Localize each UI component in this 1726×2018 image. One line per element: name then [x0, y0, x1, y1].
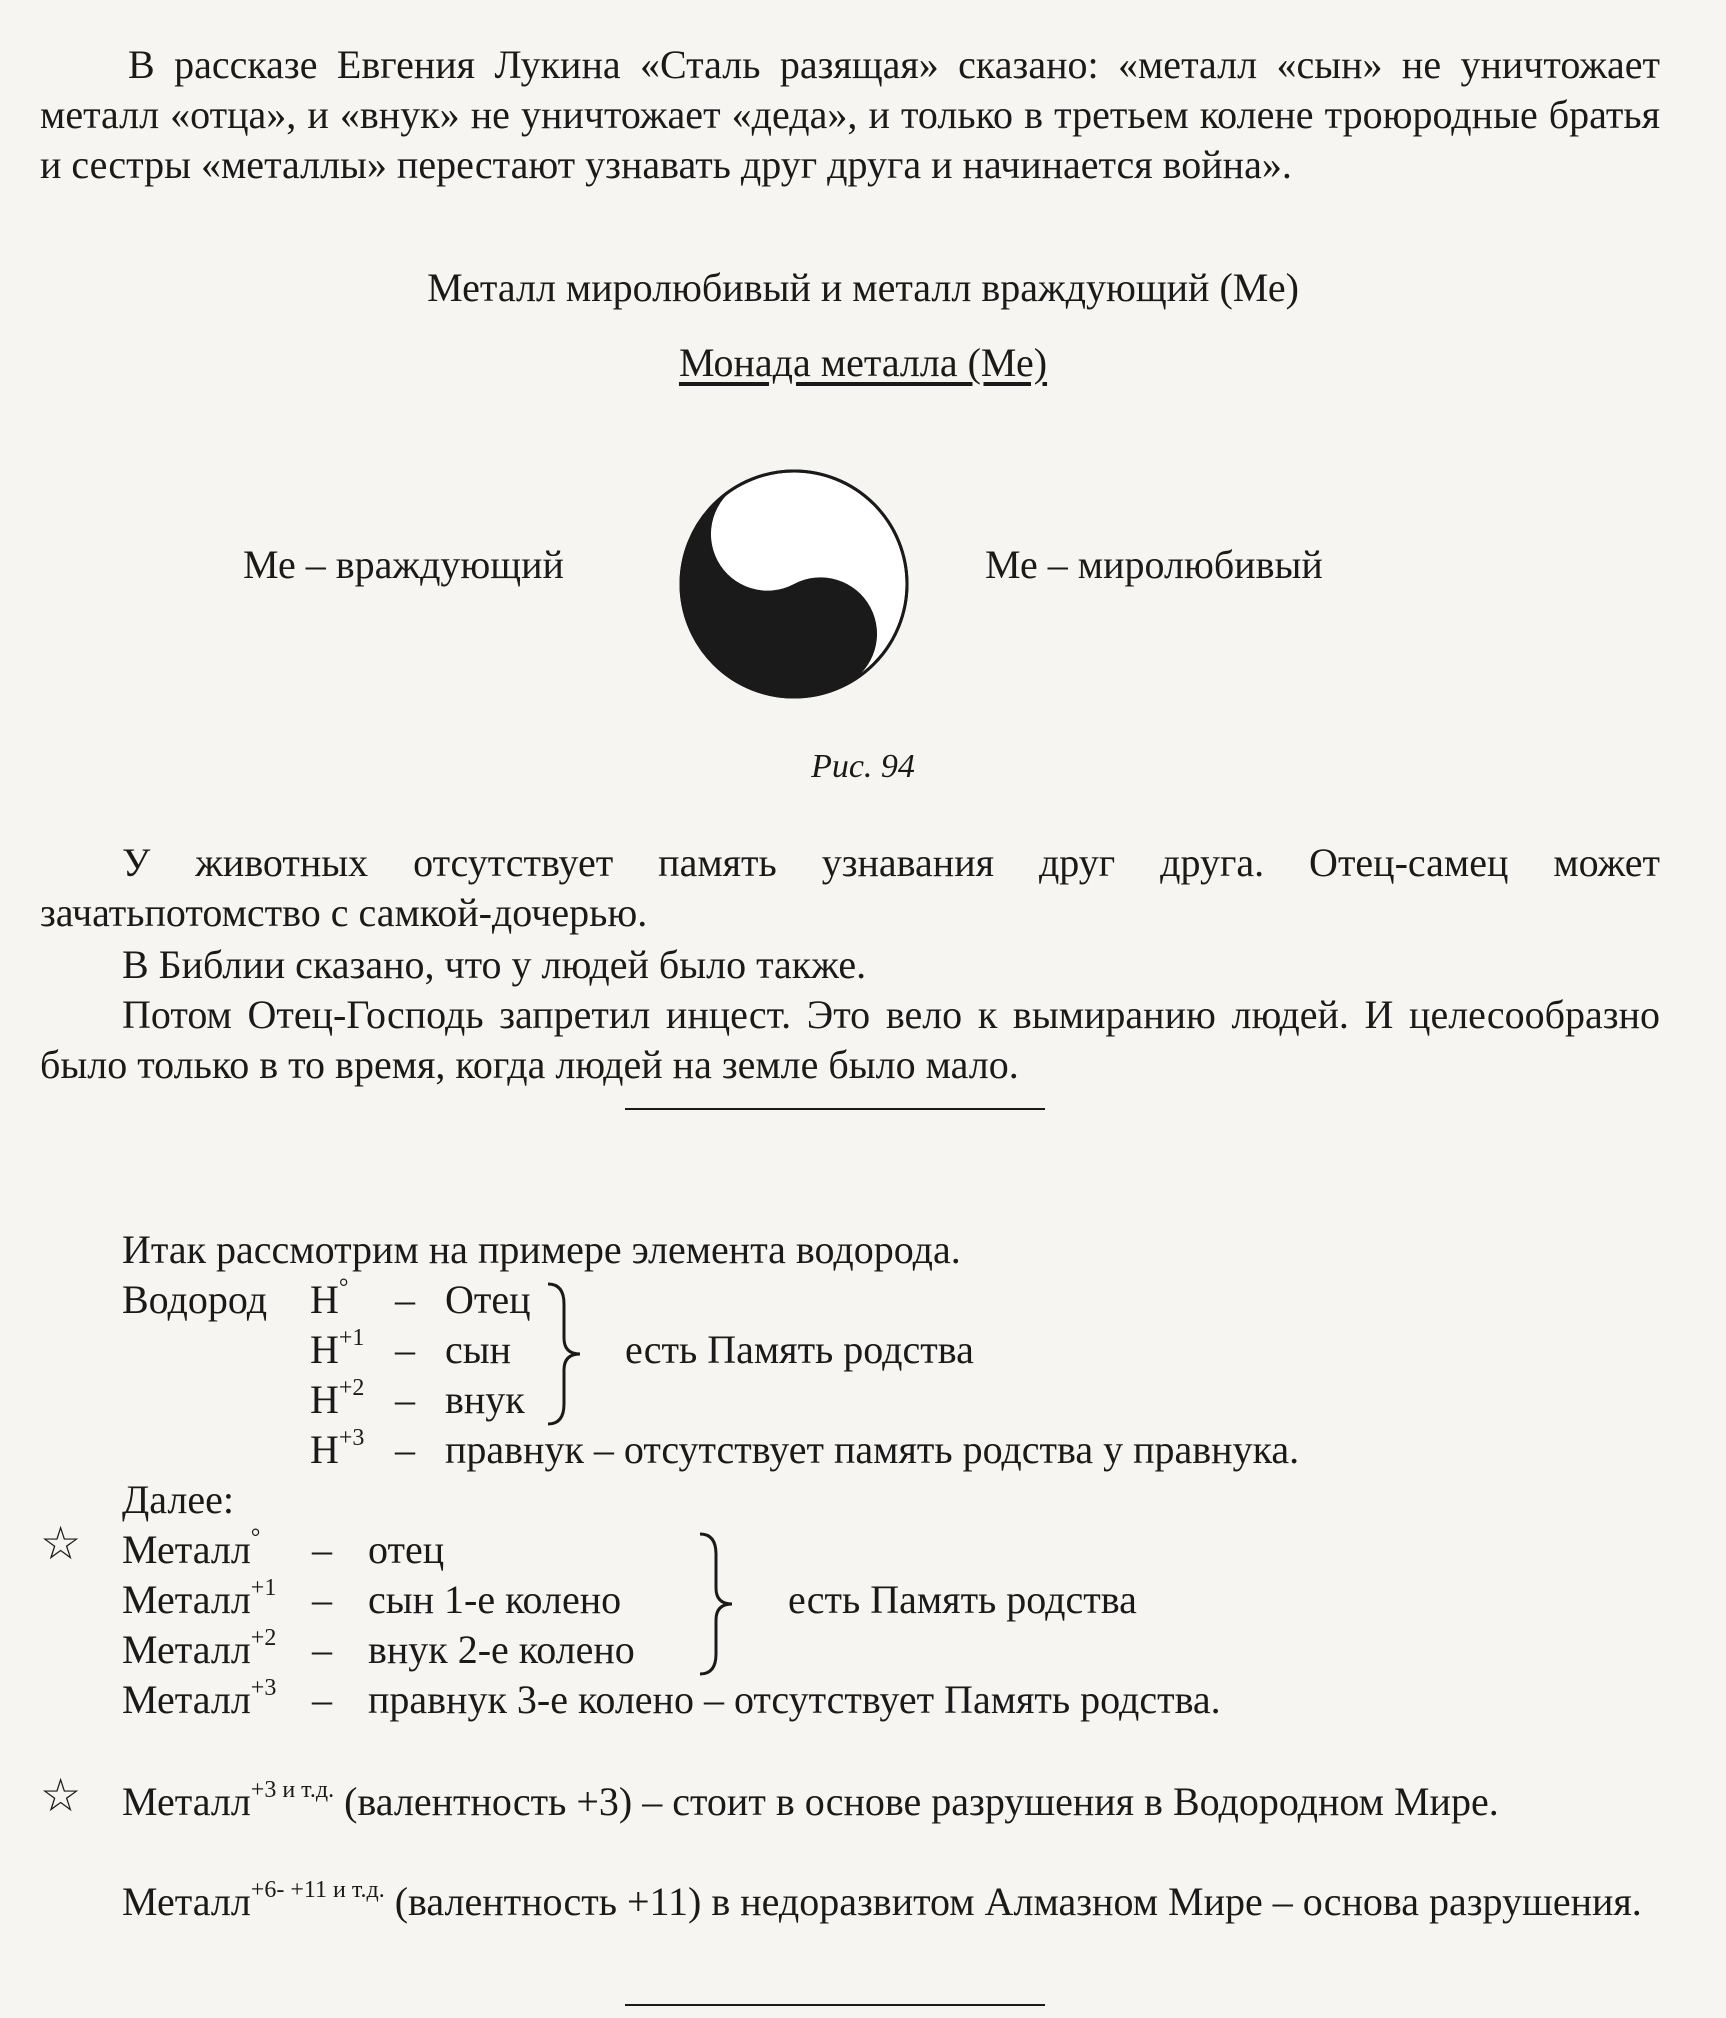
kin-name: сын 1-е колено [368, 1577, 622, 1622]
valence: ° [250, 1524, 261, 1551]
valence: +3 и т.д. [250, 1776, 335, 1803]
element-symbol: Металл [122, 1677, 251, 1722]
metal-brace [696, 1532, 746, 1676]
divider [625, 2004, 1045, 2006]
further-label: Далее: [122, 1477, 234, 1522]
paragraph-bible: В Библии сказано, что у людей было также. [122, 942, 867, 987]
valence: +2 [250, 1624, 277, 1651]
star-item-diamond-world [40, 1877, 1660, 1927]
star-item-text: (валентность +3) – стоит в основе разрушения в Водородном Мире. [344, 1779, 1499, 1824]
label-hostile: Ме – враждующий [243, 542, 564, 587]
element-symbol: Металл [122, 1779, 251, 1824]
element-symbol: Металл [122, 1527, 251, 1572]
metal-row [122, 1525, 260, 1575]
monad-title: Монада металла (Ме) [678, 340, 1048, 385]
dash: – [312, 1677, 332, 1722]
star-icon: ☆ [40, 1770, 82, 1821]
hydrogen-row [310, 1375, 364, 1425]
monad-title-line [0, 338, 1726, 388]
dash: – [395, 1277, 415, 1322]
kin-name: правнук 3-е колено – отсутствует Память родства. [368, 1677, 1221, 1722]
kin-name: Отец [445, 1277, 531, 1322]
element-symbol: H [310, 1377, 339, 1422]
yin-yang-figure [676, 466, 912, 702]
kin-name: внук [445, 1377, 525, 1422]
dash: – [395, 1427, 415, 1472]
kin-name: сын [445, 1327, 512, 1372]
star-icon: ☆ [40, 1518, 82, 1569]
paragraph-animals: У животных отсутствует память узнавания друг друга. Отец-самец может зачатьпотомство с самкой-дочерью. [40, 840, 1660, 935]
hydrogen-row [310, 1325, 364, 1375]
kin-name: внук 2-е колено [368, 1627, 635, 1672]
metal-row [122, 1675, 276, 1725]
element-symbol: Металл [122, 1627, 251, 1672]
element-symbol: H [310, 1427, 339, 1472]
figure-caption: Рис. 94 [811, 748, 915, 785]
metal-row [122, 1625, 276, 1675]
dash: – [312, 1627, 332, 1672]
metal-row [122, 1575, 276, 1625]
valence: +3 [338, 1424, 365, 1451]
kin-name: правнук – отсутствует память родства у правнука. [445, 1427, 1300, 1472]
intro-paragraph: В рассказе Евгения Лукина «Сталь разящая» сказано: «металл «сын» не уничтожает металл «отца», и «внук» не уничтожает «деда», и только в третьем колене троюродные братья и сестры «металлы» перестают узнавать друг друга и начинается война». [40, 42, 1660, 187]
hydrogen-kinship-note: есть Память родства [625, 1327, 974, 1372]
hydrogen-label: Водород [122, 1277, 268, 1322]
element-symbol: Металл [122, 1879, 251, 1924]
paragraph-incest: Потом Отец-Господь запретил инцест. Это вело к вымиранию людей. И целесообразно было только в то время, когда людей на земле было мало. [40, 992, 1660, 1087]
valence: ° [338, 1274, 349, 1301]
metal-kinship-note: есть Память родства [788, 1577, 1137, 1622]
dash: – [395, 1377, 415, 1422]
valence: +3 [250, 1674, 277, 1701]
kin-name: отец [368, 1527, 445, 1572]
hydrogen-brace [544, 1282, 594, 1426]
hydrogen-row [310, 1275, 349, 1325]
star-item-hydrogen-world [40, 1777, 1660, 1827]
valence: +2 [338, 1374, 365, 1401]
star-item-text: (валентность +11) в недоразвитом Алмазном Мире – основа разрушения. [394, 1879, 1642, 1924]
hydrogen-intro: Итак рассмотрим на примере элемента водорода. [122, 1227, 961, 1272]
section-title: Металл миролюбивый и металл враждующий (Ме) [427, 265, 1299, 310]
label-peaceful: Ме – миролюбивый [985, 542, 1323, 587]
hydrogen-row [310, 1425, 364, 1475]
element-symbol: Металл [122, 1577, 251, 1622]
element-symbol: H [310, 1277, 339, 1322]
dash: – [312, 1527, 332, 1572]
valence: +1 [250, 1574, 277, 1601]
valence: +1 [338, 1324, 365, 1351]
divider [625, 1108, 1045, 1110]
valence: +6- +11 и т.д. [250, 1876, 385, 1903]
dash: – [312, 1577, 332, 1622]
dash: – [395, 1327, 415, 1372]
element-symbol: H [310, 1327, 339, 1372]
